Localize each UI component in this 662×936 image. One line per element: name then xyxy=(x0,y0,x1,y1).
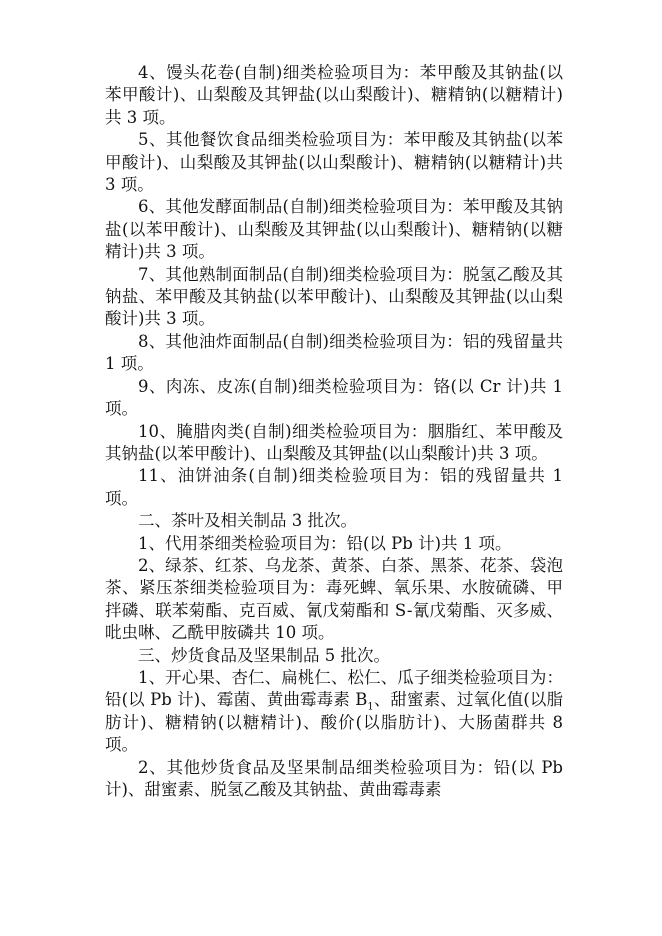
paragraph-3: 6、其他发酵面制品(自制)细类检验项目为：苯甲酸及其钠盐(以苯甲酸计)、山梨酸及其钾盐(以山梨酸计)、糖精钠(以糖精计)共 3 项。 xyxy=(105,197,563,262)
paragraph-7: 10、腌腊肉类(自制)细类检验项目为：胭脂红、苯甲酸及其钠盐(以苯甲酸计)、山梨酸及其钾盐(以山梨酸计)共 3 项。 xyxy=(105,421,563,463)
paragraph-10: 1、代用茶细类检验项目为：铅(以 Pb 计)共 1 项。 xyxy=(138,533,512,553)
paragraph-13 xyxy=(105,667,569,757)
subscript-1: 1 xyxy=(367,701,374,713)
paragraph-14: 2、其他炒货食品及坚果制品细类检验项目为：铅(以 Pb 计)、甜蜜素、脱氢乙酸及其钠盐、黄曲霉毒素 xyxy=(105,757,569,799)
paragraph-4: 7、其他熟制面制品(自制)细类检验项目为：脱氢乙酸及其钠盐、苯甲酸及其钠盐(以苯甲酸计)、山梨酸及其钾盐(以山梨酸计)共 3 项。 xyxy=(105,264,563,329)
document-page xyxy=(105,62,569,801)
paragraph-13-rest: 、甜蜜素、过氧化值(以脂肪计)、糖精钠(以糖精计)、酸价(以脂肪计)、大肠菌群共 8 项。 xyxy=(105,690,569,755)
paragraph-8: 11、油饼油条(自制)细类检验项目为：铝的残留量共 1 项。 xyxy=(105,466,569,508)
paragraph-5: 8、其他油炸面制品(自制)细类检验项目为：铝的残留量共 1 项。 xyxy=(105,331,569,374)
section-heading-tea: 二、茶叶及相关制品 3 批次。 xyxy=(138,511,357,531)
section-heading-nuts: 三、炒货食品及坚果制品 5 批次。 xyxy=(138,645,390,665)
paragraph-1: 4、馒头花卷(自制)细类检验项目为：苯甲酸及其钠盐(以苯甲酸计)、山梨酸及其钾盐(以山梨酸计)、糖精钠(以糖精计)共 3 项。 xyxy=(105,63,563,127)
paragraph-6: 9、肉冻、皮冻(自制)细类检验项目为：铬(以 Cr 计)共 1 项。 xyxy=(105,376,569,419)
paragraph-13-main: 1、开心果、杏仁、扁桃仁、松仁、瓜子细类检验项目为：铅(以 Pb 计)、霉菌、黄曲霉毒素 B xyxy=(105,667,563,710)
paragraph-2: 5、其他餐饮食品细类检验项目为：苯甲酸及其钠盐(以苯甲酸计)、山梨酸及其钾盐(以山梨酸计)、糖精钠(以糖精计)共 3 项。 xyxy=(105,130,569,195)
paragraph-11: 2、绿茶、红茶、乌龙茶、黄茶、白茶、黑茶、花茶、袋泡茶、紧压茶细类检验项目为：毒死蜱、氧乐果、水胺硫磷、甲拌磷、联苯菊酯、克百威、氰戊菊酯和 S-氰戊菊酯、灭多威、吡虫啉、乙酰甲胺磷共 10 项。 xyxy=(105,555,563,643)
